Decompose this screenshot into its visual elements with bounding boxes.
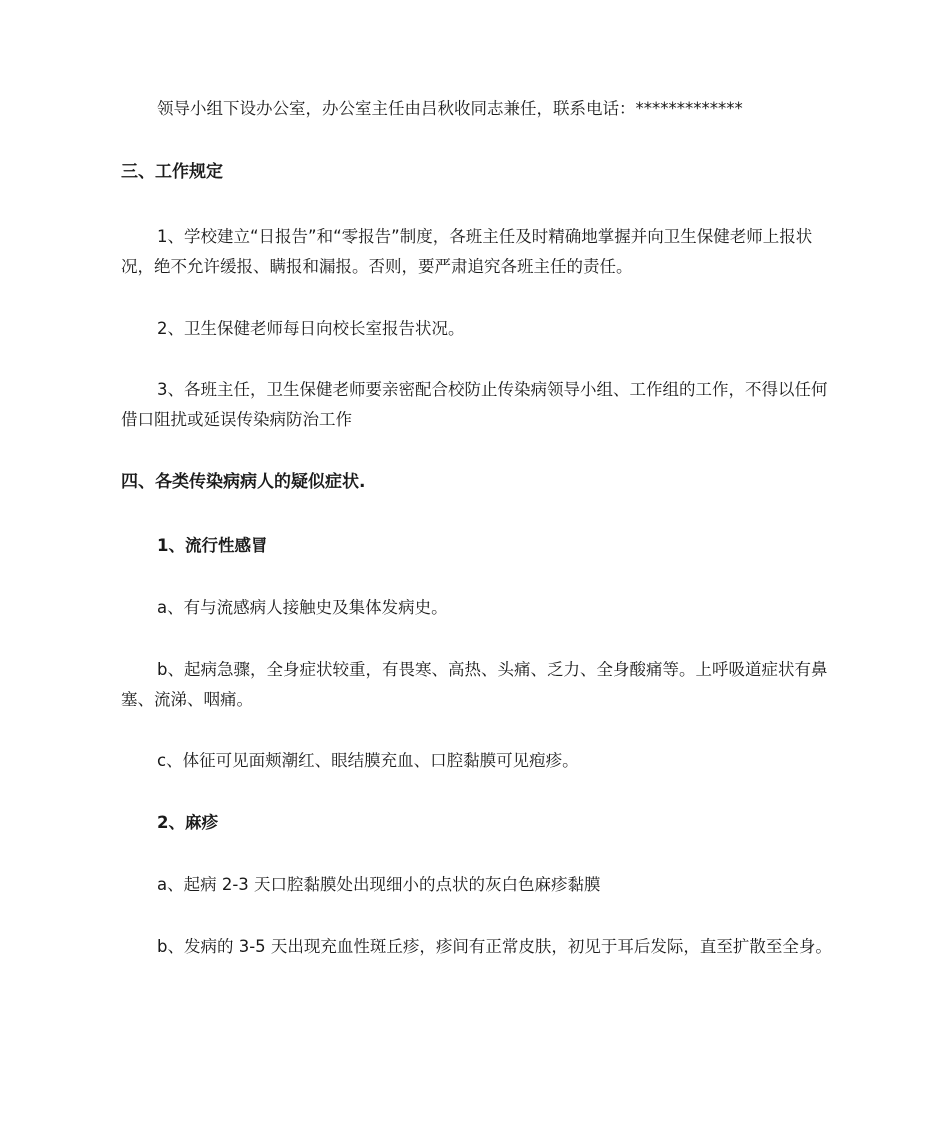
measles-item-b: b、发病的 3-5 天出现充血性斑丘疹，疹间有正常皮肤，初见于耳后发际，直至扩散至全身。 <box>157 937 832 956</box>
rule-two-paragraph: 2、卫生保健老师每日向校长室报告状况。 <box>157 319 465 338</box>
flu-item-b: b、起病急骤，全身症状较重，有畏寒、高热、头痛、乏力、全身酸痛等。上呼吸道症状有鼻塞、流涕、咽痛。 <box>121 660 828 709</box>
office-paragraph: 领导小组下设办公室，办公室主任由吕秋收同志兼任，联系电话：************* <box>157 99 743 118</box>
section-four-heading: 四、各类传染病病人的疑似症状. <box>121 472 366 492</box>
flu-subheading: 1、流行性感冒 <box>157 536 268 555</box>
section-three-heading: 三、工作规定 <box>121 162 223 182</box>
measles-subheading: 2、麻疹 <box>157 813 218 832</box>
measles-item-a: a、起病 2-3 天口腔黏膜处出现细小的点状的灰白色麻疹黏膜 <box>157 875 601 894</box>
rule-three-paragraph: 3、各班主任，卫生保健老师要亲密配合校防止传染病领导小组、工作组的工作，不得以任何借口阻扰或延误传染病防治工作 <box>121 380 828 429</box>
rule-one-paragraph: 1、学校建立“日报告”和“零报告”制度，各班主任及时精确地掌握并向卫生保健老师上报状况，绝不允许缓报、瞒报和漏报。否则，要严肃追究各班主任的责任。 <box>121 227 813 276</box>
flu-item-a: a、有与流感病人接触史及集体发病史。 <box>157 598 448 617</box>
flu-item-c: c、体征可见面颊潮红、眼结膜充血、口腔黏膜可见疱疹。 <box>157 751 579 770</box>
